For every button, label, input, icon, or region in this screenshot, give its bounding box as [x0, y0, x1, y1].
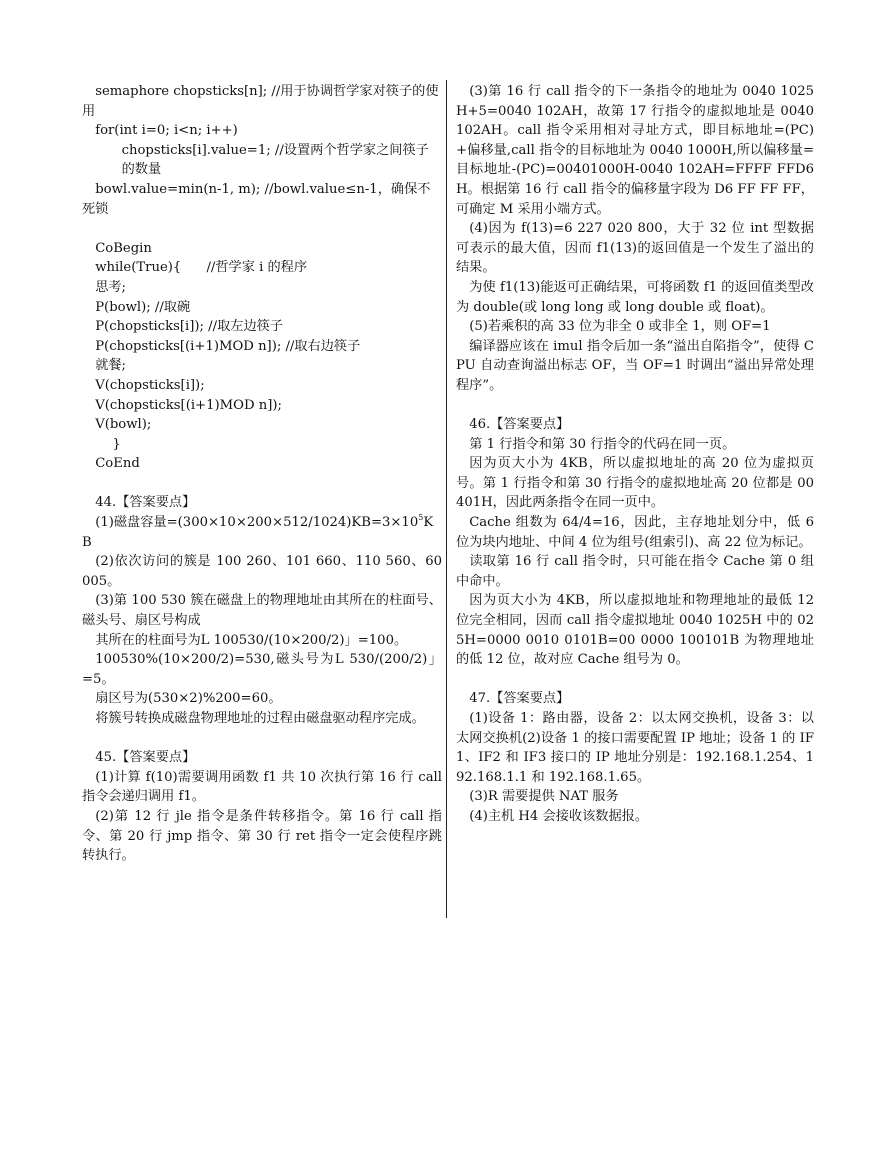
spacer	[456, 670, 814, 690]
code-line: semaphore chopsticks[n]; //用于协调哲学家对筷子的使用	[82, 84, 439, 119]
q45-paragraph: (4)因为 f(13)=6 227 020 800，大于 32 位 int 型数据可表示的最大值，因而 f1(13)的返回值是一个发生了溢出的结果。	[456, 221, 814, 276]
q47-paragraph: (1)设备 1：路由器，设备 2：以太网交换机，设备 3：以太网交换机(2)设备 1 的接口需要配置 IP 地址；设备 1 的 IF1、IF2 和 IF3 接口的 IP 地址分别是：192.168.1.254、192.168.1.1 和 192.168.1.65。	[456, 711, 814, 785]
spacer	[456, 396, 814, 416]
code-line: bowl.value=min(n-1, m); //bowl.value≤n-1，确保不死锁	[82, 181, 431, 217]
q44-paragraph: (3)第 100 530 簇在磁盘上的物理地址由其所在的柱面号、磁头号、扇区号构成	[82, 593, 442, 629]
q45-paragraph: (1)计算 f(10)需要调用函数 f1 共 10 次执行第 16 行 call 指令会递归调用 f1。	[82, 769, 447, 805]
q46-paragraph: 因为页大小为 4KB，所以虚拟地址的高 20 位为虚拟页号。第 1 行指令和第 30 行指令的虚拟地址高 20 位都是 00401H，因此两条指令在同一页中。	[456, 456, 814, 511]
q46-paragraph: 读取第 16 行 call 指令时，只可能在指令 Cache 第 0 组中命中。	[456, 554, 814, 589]
code-line: CoBegin	[95, 240, 152, 256]
q46-paragraph: Cache 组数为 64/4=16，因此，主存地址划分中，低 6 位为块内地址、中间 4 位为组号(组索引)、高 22 位为标记。	[456, 515, 819, 550]
code-line: while(True){ //哲学家 i 的程序	[95, 260, 308, 276]
q44-p1-unit: K	[423, 515, 434, 531]
q44-paragraph: 100530%(10×200/2)=530,磁头号为L 530/(200/2)」=5。	[82, 652, 442, 687]
spacer	[82, 474, 442, 494]
q46-paragraph: 因为页大小为 4KB，所以虚拟地址和物理地址的最低 12 位完全相同，因而 call 指令虚拟地址 0040 1025H 中的 025H=0000 0010 0101B=00 0000 100101B 为物理地址的低 12 位，故对应 Cache 组号为 0。	[456, 593, 819, 668]
q45-paragraph: (2)第 12 行 jle 指令是条件转移指令。第 16 行 call 指令、第 20 行 jmp 指令、第 30 行 ret 指令一定会使程序跳转执行。	[82, 808, 442, 864]
code-line: V(chopsticks[(i+1)MOD n]);	[95, 397, 282, 413]
q44-paragraph: (2)依次访问的簇是 100 260、101 660、110 560、60 005。	[82, 554, 447, 589]
code-line: chopsticks[i].value=1; //设置两个哲学家之间筷子的数量	[121, 142, 429, 178]
left-column	[82, 82, 447, 866]
code-line: V(bowl);	[95, 417, 152, 433]
q44-paragraph: 将簇号转换成磁盘物理地址的过程由磁盘驱动程序完成。	[95, 711, 425, 726]
q44-paragraph: 其所在的柱面号为L 100530/(10×200/2)」=100。	[95, 632, 408, 648]
spacer	[82, 219, 442, 239]
code-line: CoEnd	[95, 456, 140, 472]
spacer	[82, 729, 442, 749]
q44-paragraph: B	[82, 534, 92, 550]
q47-paragraph: (4)主机 H4 会接收该数据报。	[469, 808, 649, 824]
q44-p1-exponent: 5	[418, 513, 424, 523]
q45-heading: 45.【答案要点】	[95, 750, 196, 766]
q44-paragraph: 扇区号为(530×2)%200=60。	[95, 691, 282, 707]
column-divider	[446, 80, 447, 918]
q44-p1-text: (1)磁盘容量=(300×10×200×512/1024)KB=3×10	[95, 515, 419, 531]
code-line: V(chopsticks[i]);	[95, 377, 205, 393]
q45-paragraph: 编译器应该在 imul 指令后加一条“溢出自陷指令”，使得 CPU 自动查询溢出标志 OF，当 OF=1 时调出“溢出异常处理程序”。	[456, 338, 814, 393]
q47-paragraph: (3)R 需要提供 NAT 服务	[469, 789, 619, 805]
code-line: P(bowl); //取碗	[95, 299, 191, 315]
q46-paragraph: 第 1 行指令和第 30 行指令的代码在同一页。	[469, 436, 736, 452]
q44-paragraph	[82, 513, 442, 533]
code-line: }	[112, 436, 121, 452]
q45-paragraph: 为使 f1(13)能返可正确结果，可将函数 f1 的返回值类型改为 double(或 long long 或 long double 或 float)。	[456, 279, 814, 315]
q44-heading: 44.【答案要点】	[95, 495, 196, 511]
code-line: P(chopsticks[(i+1)MOD n]); //取右边筷子	[95, 338, 361, 354]
q45-paragraph: (5)若乘积的高 33 位为非全 0 或非全 1，则 OF=1	[469, 319, 771, 335]
code-line: for(int i=0; i<n; i++)	[95, 123, 238, 139]
code-line: 就餐;	[95, 358, 127, 374]
q47-heading: 47.【答案要点】	[469, 691, 570, 707]
code-line: P(chopsticks[i]); //取左边筷子	[95, 319, 284, 335]
code-line: 思考;	[95, 279, 127, 295]
q46-heading: 46.【答案要点】	[469, 417, 570, 433]
right-column	[456, 82, 819, 827]
q45-paragraph: (3)第 16 行 call 指令的下一条指令的地址为 0040 1025H+5=0040 102AH，故第 17 行指令的虚拟地址是 0040 102AH。call 指令采用相对寻址方式，即目标地址=(PC)+偏移量,call 指令的目标地址为 0040 1000H,所以偏移量=目标地址-(PC)=00401000H-0040 102AH=FFFF FFD6H。根据第 16 行 call 指令的偏移量字段为 D6 FF FF FF，可确定 M 采用小端方式。	[456, 84, 819, 217]
